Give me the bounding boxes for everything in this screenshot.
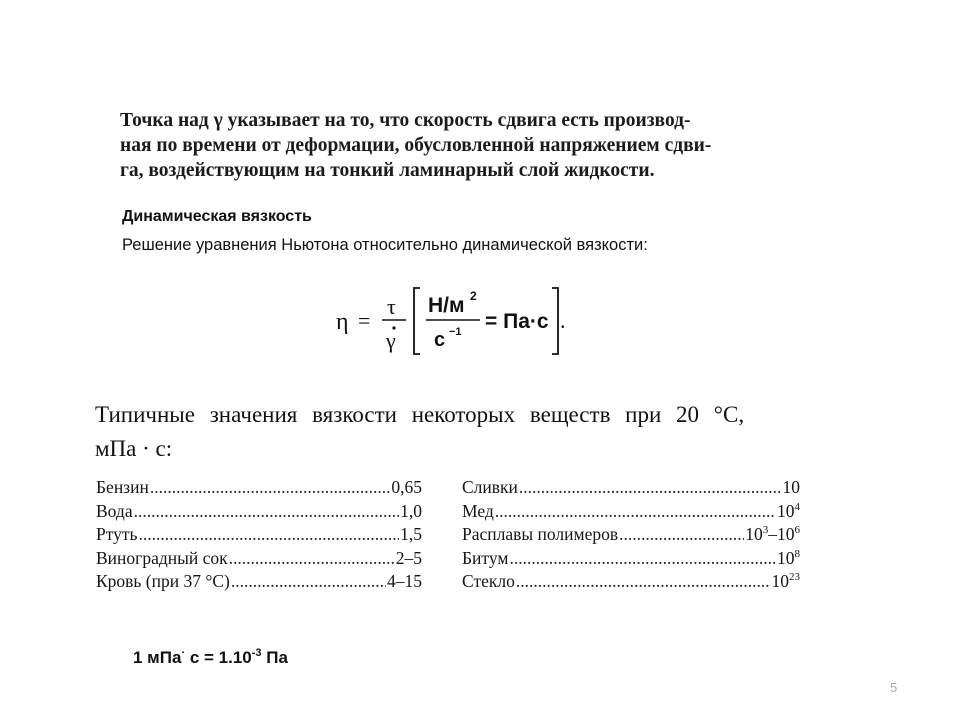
substance-value: 1,0	[400, 500, 422, 521]
formula-eta: η	[336, 309, 349, 335]
substance-name: Сливки	[462, 477, 518, 497]
viscosity-table-heading	[95, 398, 835, 466]
value-exponent: 8	[794, 547, 800, 560]
substance-name: Мед	[462, 500, 494, 521]
formula-numerator: Н/м	[428, 294, 465, 317]
substance-value: 1,5	[400, 524, 422, 544]
formula-denominator: с	[434, 329, 446, 351]
substance-name: Бензин	[96, 477, 149, 497]
viscosity-list-left	[96, 477, 422, 595]
list-item	[96, 571, 422, 595]
substance-name: Стекло	[462, 571, 515, 591]
list-item	[96, 524, 422, 548]
substance-value: 10	[782, 477, 800, 497]
leader-dots	[139, 524, 400, 545]
leader-dots	[519, 477, 782, 498]
value-exponent: 3	[762, 524, 769, 536]
formula-gamma: γ	[386, 328, 396, 353]
page-number: 5	[890, 680, 898, 695]
substance-name: Расплавы полимеров	[462, 524, 619, 544]
table-heading-line-2: мПа · с:	[95, 436, 173, 461]
substance-name: Виноградный сок	[96, 547, 228, 568]
leader-dots	[229, 548, 395, 569]
note-exponent: -3	[251, 647, 262, 659]
section-title: Динамическая вязкость	[122, 208, 312, 225]
intro-line-1: Точка над γ указывает на то, что скорость сдвига есть производ-	[120, 110, 691, 131]
substance-name: Вода	[96, 500, 133, 521]
formula-equals: =	[358, 308, 371, 333]
substance-value: $10^3-10^6$	[745, 524, 800, 544]
leader-dots	[134, 501, 400, 522]
unit-conversion-note: 1 мПа· $с = 1.10^{-3}$ Па	[133, 647, 288, 667]
substance-value: 0,65	[391, 477, 422, 497]
substance-name: Кровь (при 37 °С)	[96, 571, 230, 591]
leader-dots	[516, 571, 771, 592]
intro-line-2: ная по времени от деформации, обусловленной напряжением сдви-	[120, 135, 712, 156]
substance-name: Ртуть	[96, 524, 138, 544]
substance-value: 2–5	[395, 547, 422, 568]
substance-value: $10^4$	[777, 500, 800, 521]
formula-tau: τ	[387, 294, 396, 319]
list-item	[96, 501, 422, 525]
formula-numerator-exp: 2	[470, 289, 477, 303]
substance-value: $10^8$	[777, 547, 800, 568]
list-item	[462, 501, 800, 525]
formula-result: = Па·с	[485, 310, 549, 333]
formula-right-bracket	[552, 288, 558, 354]
substance-name: Битум	[462, 547, 509, 568]
intro-paragraph	[120, 108, 840, 183]
leader-dots	[509, 548, 776, 569]
formula-denominator-exp: −1	[449, 326, 462, 338]
list-item	[462, 548, 800, 572]
list-item	[96, 548, 422, 572]
value-exponent: 4	[794, 500, 800, 513]
table-heading-line-1: Типичные значения вязкости некоторых веществ при 20 °С,	[95, 402, 745, 427]
leader-dots	[231, 571, 386, 592]
viscosity-list-right	[462, 477, 800, 595]
viscosity-formula	[330, 282, 590, 362]
section-text: Решение уравнения Ньютона относительно динамической вязкости:	[122, 236, 648, 254]
leader-dots	[619, 524, 744, 545]
leader-dots	[150, 477, 391, 498]
formula-left-bracket	[414, 288, 420, 354]
intro-line-3: га, воздействующим на тонкий ламинарный слой жидкости.	[120, 160, 655, 181]
list-item	[462, 524, 800, 548]
substance-value: 4–15	[387, 571, 422, 591]
leader-dots	[495, 501, 776, 522]
formula-period: .	[560, 308, 566, 333]
value-exponent-2: 6	[794, 524, 800, 536]
list-item	[462, 571, 800, 595]
value-exponent: 23	[789, 571, 800, 583]
substance-value: $10^{23}$	[771, 571, 800, 591]
list-item	[96, 477, 422, 501]
list-item	[462, 477, 800, 501]
